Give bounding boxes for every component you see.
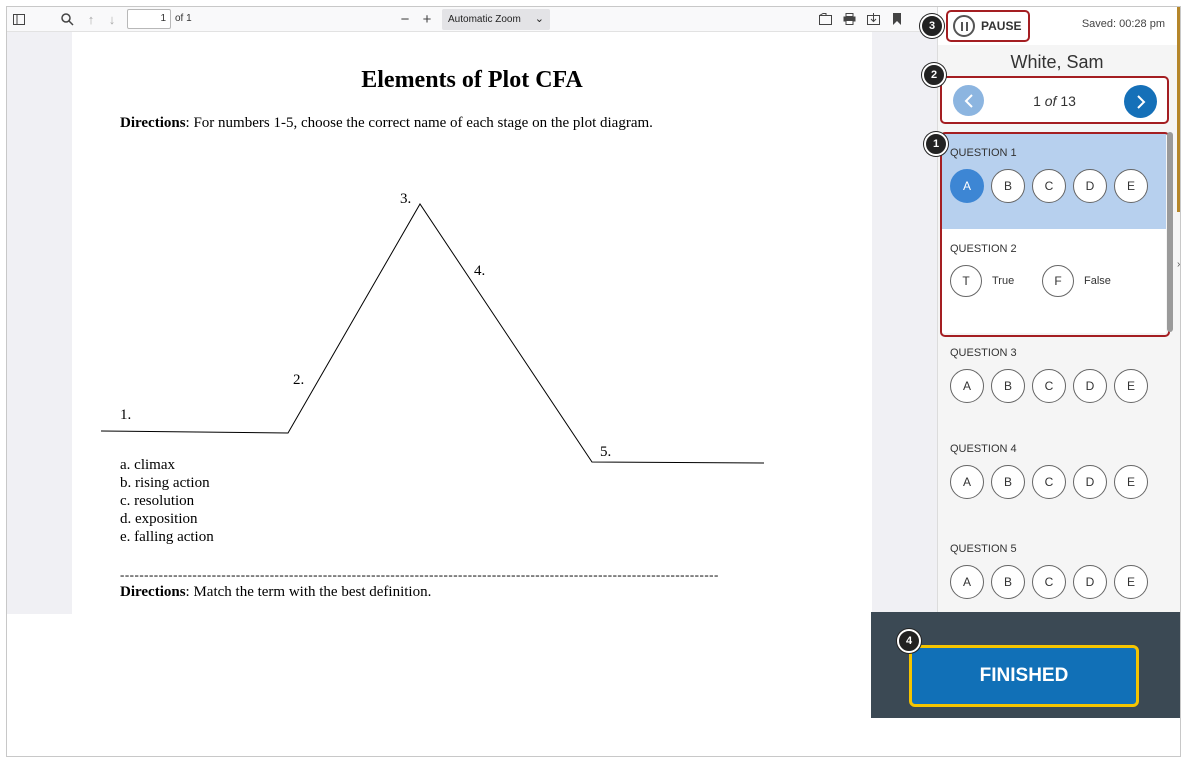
print-icon[interactable] bbox=[841, 11, 857, 27]
question-label: QUESTION 3 bbox=[950, 347, 1017, 359]
document-title: Elements of Plot CFA bbox=[361, 67, 583, 93]
next-button[interactable] bbox=[1124, 85, 1157, 118]
zoom-out-icon[interactable]: − bbox=[400, 10, 410, 28]
choice-c[interactable]: C bbox=[1032, 369, 1066, 403]
choice-true-label: True bbox=[992, 275, 1015, 287]
pause-icon bbox=[953, 15, 975, 37]
download-icon[interactable] bbox=[865, 11, 881, 27]
directions-2 bbox=[120, 584, 431, 601]
answer-choice: b. rising action bbox=[120, 475, 210, 491]
choice-false[interactable]: F bbox=[1042, 265, 1074, 297]
choice-a[interactable]: A bbox=[950, 565, 984, 599]
question-2 bbox=[940, 229, 1166, 333]
plot-label-4: 4. bbox=[474, 263, 486, 279]
answer-choice: a. climax bbox=[120, 457, 175, 473]
choice-a[interactable]: A bbox=[950, 369, 984, 403]
chevron-right-icon bbox=[1136, 95, 1146, 109]
pdf-viewer bbox=[7, 7, 937, 614]
choice-false-label: False bbox=[1084, 275, 1111, 287]
answer-choice: c. resolution bbox=[120, 493, 195, 509]
question-4 bbox=[940, 429, 1166, 529]
scrollbar[interactable] bbox=[1167, 132, 1173, 332]
choice-e[interactable]: E bbox=[1114, 465, 1148, 499]
answer-choice: e. falling action bbox=[120, 529, 214, 545]
choice-d[interactable]: D bbox=[1073, 369, 1107, 403]
answer-choices-list bbox=[120, 456, 214, 546]
pdf-toolbar bbox=[7, 7, 937, 32]
question-1 bbox=[940, 133, 1166, 229]
choice-d[interactable]: D bbox=[1073, 465, 1107, 499]
plot-label-3: 3. bbox=[400, 191, 412, 207]
directions-2-label: Directions bbox=[120, 584, 186, 600]
choice-b[interactable]: B bbox=[991, 369, 1025, 403]
directions-label: Directions bbox=[120, 115, 186, 131]
zoom-select[interactable] bbox=[442, 9, 550, 30]
choice-c[interactable]: C bbox=[1032, 465, 1066, 499]
app-window bbox=[6, 6, 1181, 757]
pdf-page bbox=[72, 32, 872, 614]
open-file-icon[interactable] bbox=[817, 11, 833, 27]
question-5 bbox=[940, 529, 1166, 612]
saved-status: Saved: 00:28 pm bbox=[1081, 18, 1165, 30]
choice-c[interactable]: C bbox=[1032, 169, 1066, 203]
choice-c[interactable]: C bbox=[1032, 565, 1066, 599]
directions-2-text: : Match the term with the best definition. bbox=[185, 584, 432, 600]
page-total: of 1 bbox=[175, 13, 192, 24]
chevron-right-icon[interactable]: › bbox=[1177, 259, 1181, 270]
page-number-input[interactable]: 1 bbox=[127, 9, 171, 29]
question-navigation bbox=[940, 76, 1169, 124]
answer-choice: d. exposition bbox=[120, 511, 198, 527]
callout-2: 2 bbox=[922, 63, 946, 87]
choice-e[interactable]: E bbox=[1114, 565, 1148, 599]
callout-4: 4 bbox=[897, 629, 921, 653]
pause-label: PAUSE bbox=[981, 19, 1022, 33]
choice-b[interactable]: B bbox=[991, 465, 1025, 499]
blank-area bbox=[7, 614, 871, 757]
question-list bbox=[940, 133, 1168, 612]
sidebar-toggle-icon[interactable] bbox=[11, 11, 27, 27]
pause-button[interactable] bbox=[946, 10, 1030, 42]
choice-a[interactable]: A bbox=[950, 465, 984, 499]
plot-label-1: 1. bbox=[120, 407, 132, 423]
sheet-header bbox=[938, 7, 1181, 45]
callout-3: 3 bbox=[920, 14, 944, 38]
bookmark-icon[interactable] bbox=[889, 11, 905, 27]
finished-button[interactable]: FINISHED bbox=[909, 645, 1139, 707]
panel-edge bbox=[1177, 7, 1181, 212]
choice-true[interactable]: T bbox=[950, 265, 982, 297]
separator-line: ---------------------------------------------------------------------------------------------------------------------------- bbox=[120, 567, 719, 582]
choice-e[interactable]: E bbox=[1114, 369, 1148, 403]
choice-b[interactable]: B bbox=[991, 169, 1025, 203]
directions-text: : For numbers 1-5, choose the correct name of each stage on the plot diagram. bbox=[185, 115, 653, 131]
question-label: QUESTION 5 bbox=[950, 543, 1017, 555]
choice-a[interactable]: A bbox=[950, 169, 984, 203]
zoom-in-icon[interactable]: + bbox=[422, 10, 432, 28]
question-label: QUESTION 2 bbox=[950, 243, 1017, 255]
finish-panel bbox=[871, 612, 1181, 718]
chevron-down-icon: ⌄ bbox=[534, 13, 544, 25]
arrow-up-icon[interactable]: ↑ bbox=[87, 11, 95, 27]
search-icon[interactable] bbox=[59, 11, 75, 27]
student-name: White, Sam bbox=[1010, 52, 1104, 72]
choice-e[interactable]: E bbox=[1114, 169, 1148, 203]
plot-label-5: 5. bbox=[600, 444, 612, 460]
question-label: QUESTION 1 bbox=[950, 147, 1017, 159]
choice-b[interactable]: B bbox=[991, 565, 1025, 599]
choice-d[interactable]: D bbox=[1073, 169, 1107, 203]
choice-d[interactable]: D bbox=[1073, 565, 1107, 599]
page-counter: 1 of 13 bbox=[1033, 93, 1076, 109]
answer-sheet-panel bbox=[937, 7, 1181, 612]
zoom-select-label: Automatic Zoom bbox=[448, 14, 521, 25]
question-label: QUESTION 4 bbox=[950, 443, 1017, 455]
arrow-down-icon[interactable]: ↓ bbox=[108, 11, 116, 27]
plot-label-2: 2. bbox=[293, 372, 305, 388]
question-3 bbox=[940, 333, 1166, 429]
callout-1: 1 bbox=[924, 132, 948, 156]
